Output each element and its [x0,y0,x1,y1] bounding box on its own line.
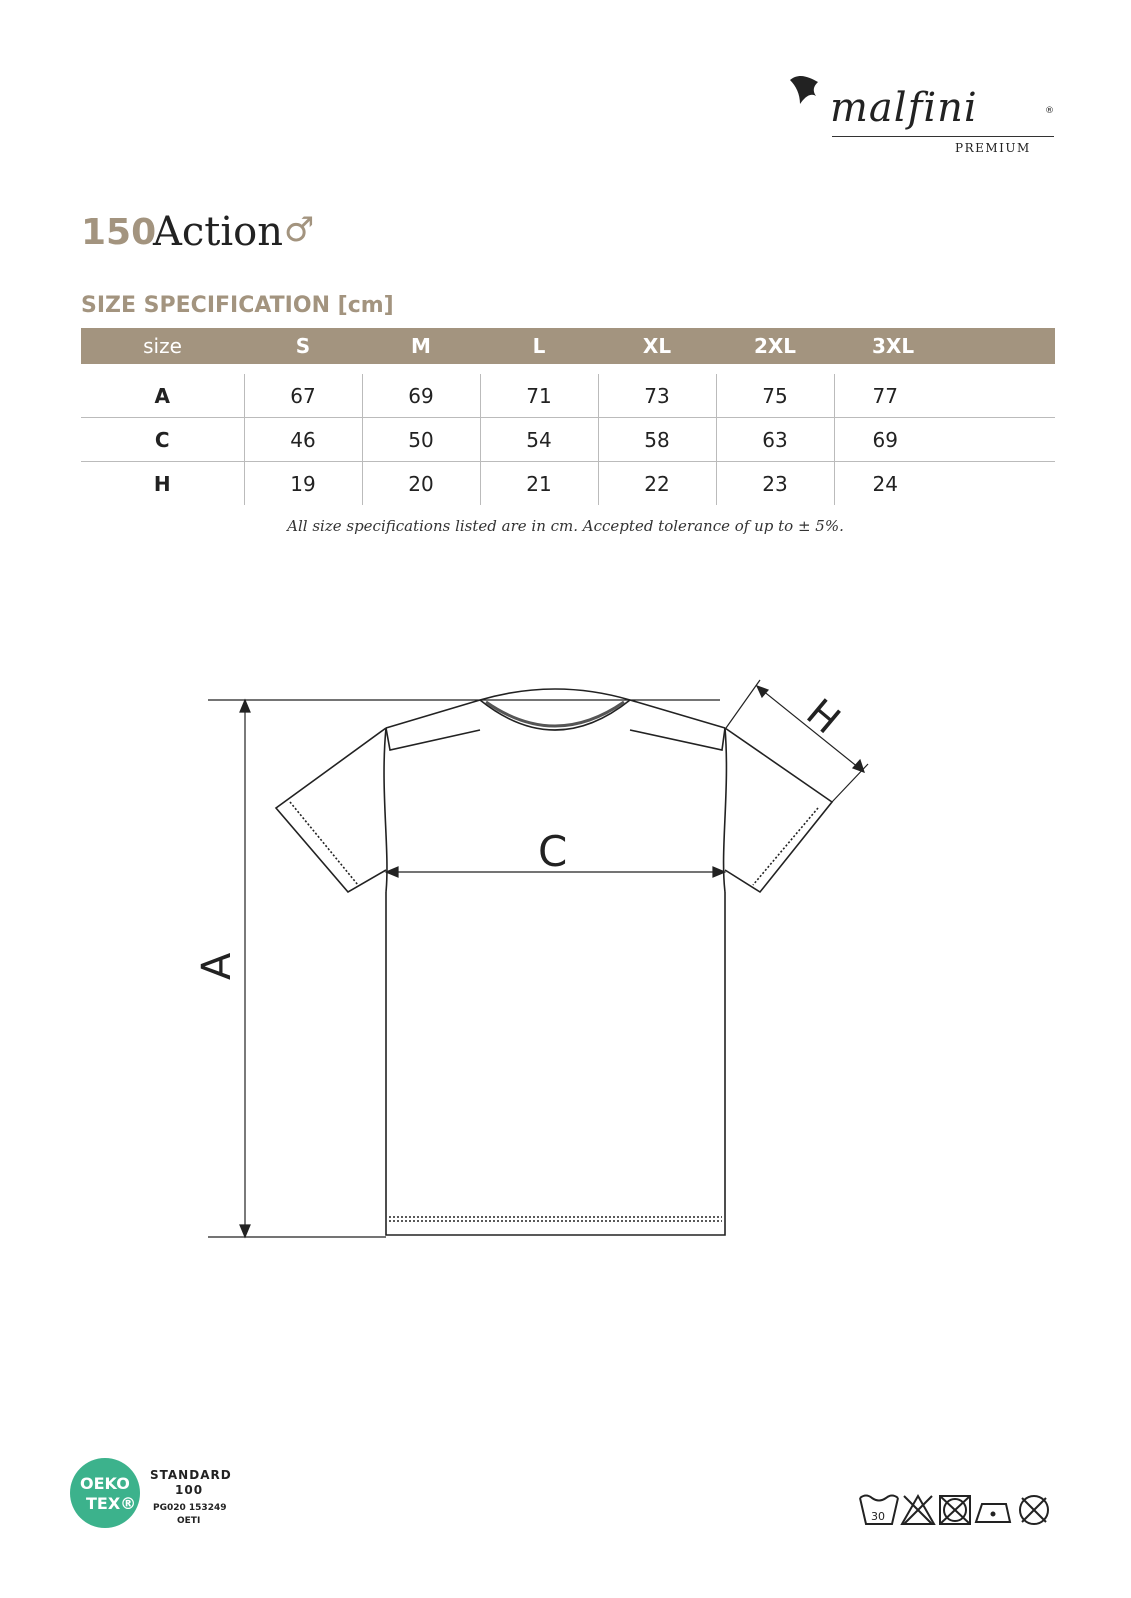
oeko-logo-text: TEX® [86,1494,137,1513]
header-cell: M [362,328,480,364]
table-cell: 23 [716,462,834,506]
header-cell: 3XL [834,328,1055,364]
no-dry-clean-icon [1020,1496,1048,1524]
oeko-tex-logo [70,1458,140,1528]
header-cell: XL [598,328,716,364]
table-cell: 67 [244,374,362,418]
table-cell: 58 [598,418,716,462]
tshirt-measurement-diagram [194,680,900,1280]
table-cell: 71 [480,374,598,418]
table-cell: 21 [480,462,598,506]
table-row [81,462,1055,506]
header-cell: 2XL [716,328,834,364]
table-row [81,374,1055,418]
table-cell: 73 [598,374,716,418]
no-bleach-icon [902,1496,934,1524]
table-cell: 54 [480,418,598,462]
wash-temperature: 30 [871,1510,885,1523]
row-label: A [81,374,244,418]
table-cell: 69 [834,418,1055,462]
brand-line: PREMIUM [955,141,1031,155]
table-cell: 77 [834,374,1055,418]
dimension-label-c: C [538,827,568,876]
certificate-code: PG020 153249 [153,1503,227,1513]
size-spec-heading: SIZE SPECIFICATION [cm] [81,293,394,318]
table-cell: 20 [362,462,480,506]
standard-number: 100 [175,1483,204,1497]
table-cell: 69 [362,374,480,418]
table-row [81,418,1055,462]
brand-wordmark: malfini [830,85,978,131]
registered-mark: ® [1045,106,1054,116]
header-cell: S [244,328,362,364]
standard-label: STANDARD [150,1468,232,1482]
care-symbols [858,1490,1058,1530]
certification-institute: OETI [177,1516,201,1526]
table-cell: 46 [244,418,362,462]
dimension-label-a: A [194,952,240,980]
table-cell: 24 [834,462,1055,506]
no-tumble-dry-icon [940,1496,970,1524]
table-cell: 50 [362,418,480,462]
male-symbol-icon: ♂ [284,210,315,250]
header-cell: L [480,328,598,364]
table-cell: 63 [716,418,834,462]
table-cell: 22 [598,462,716,506]
oeko-logo-text: OEKO [80,1474,130,1493]
dimension-label-h: H [798,690,849,743]
logo-underline [832,136,1054,137]
tolerance-footnote: All size specifications listed are in cm. Accepted tolerance of up to ± 5%. [287,517,844,535]
table-header-row [81,328,1055,364]
table-cell: 75 [716,374,834,418]
row-label: H [153,471,171,496]
table-cell: 19 [244,462,362,506]
header-cell: size [81,328,244,364]
iron-low-icon [976,1504,1010,1522]
row-label: C [81,418,244,462]
product-name: Action [153,209,283,255]
size-table [81,328,1055,505]
product-number: 150 [81,212,157,253]
